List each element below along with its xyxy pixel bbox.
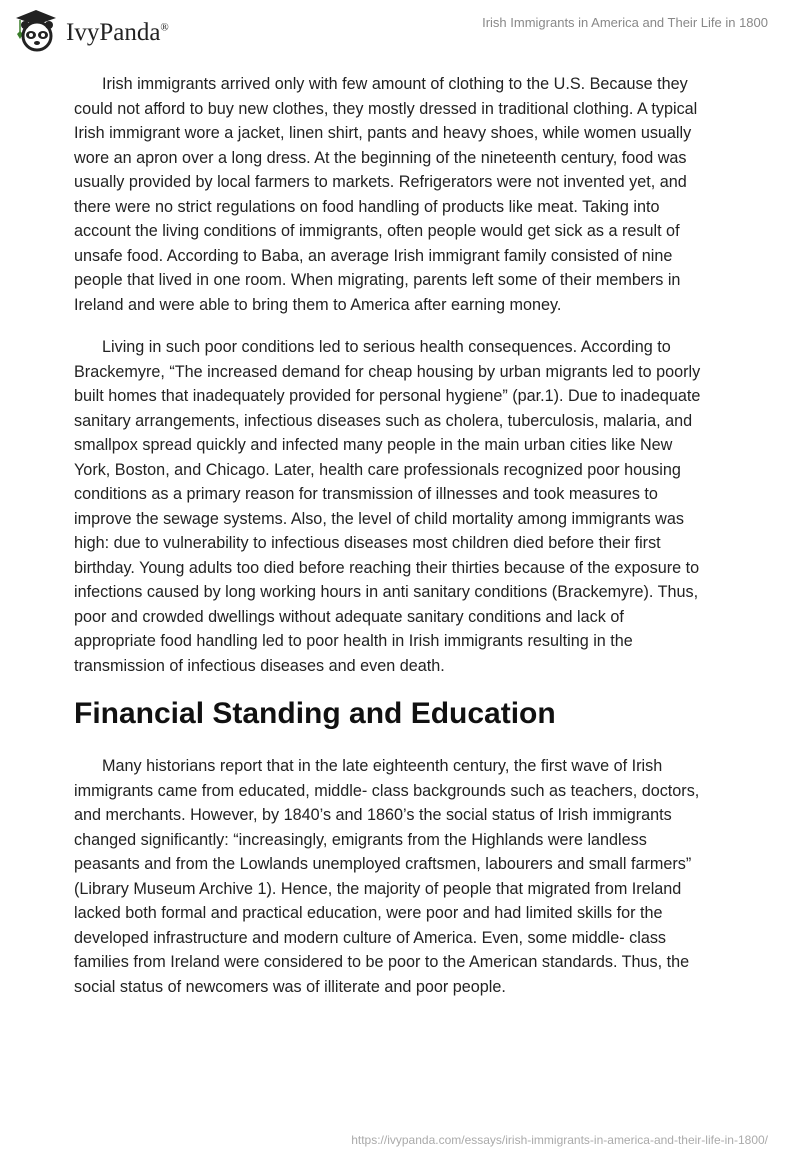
paragraph-line: Many historians report that in the late eighteenth century, the first wave of Irish — [102, 757, 663, 775]
paragraph-line: developed infrastructure and modern culture of America. Even, some middle- class — [74, 928, 667, 947]
paragraph-line: there were no strict regulations on food handling of products like meat. Taking into — [74, 197, 660, 216]
paragraph-line: Ireland and were able to bring them to America after earning money. — [74, 295, 562, 314]
paragraph — [74, 72, 774, 317]
paragraph-line: social status of newcomers was of illiterate and poor people. — [74, 977, 506, 996]
paragraph-line: account the living conditions of immigrants, often people would get sick as a result of — [74, 222, 680, 240]
paragraph-line: conditions as a primary reason for transmission of illnesses and took measures to — [74, 485, 658, 503]
essay-body — [74, 72, 774, 1017]
registered-mark: ® — [160, 21, 169, 34]
paragraph-line: improve the sewage systems. Also, the level of child mortality among immigrants was — [74, 509, 684, 528]
paragraph-line: smallpox spread quickly and infected many people in the main urban cities like New — [74, 436, 673, 454]
ivypanda-logo[interactable] — [12, 8, 169, 52]
paragraph — [74, 754, 774, 999]
paragraph-line: Brackemyre, “The increased demand for cheap housing by urban migrants led to poorly — [74, 362, 701, 381]
paragraph — [74, 335, 774, 678]
paragraph-line: families from Ireland were considered to be poor to the American standards. Thus, the — [74, 953, 690, 971]
source-url: https://ivypanda.com/essays/irish-immigrants-in-america-and-their-life-in-1800/ — [351, 1133, 768, 1147]
paragraph-line: appropriate food handling led to poor health in Irish immigrants resulting in the — [74, 632, 633, 650]
paragraph-line: peasants and from the Lowlands unemployed craftsmen, labourers and small farmers” — [74, 855, 692, 873]
paragraph-line: built homes that inadequately provided for personal hygiene” (par.1). Due to inadequate — [74, 387, 701, 405]
paragraph-line: unsafe food. According to Baba, an average Irish immigrant family consisted of nine — [74, 246, 673, 265]
paragraph-line: immigrants came from educated, middle- class backgrounds such as teachers, doctors, — [74, 781, 700, 800]
paragraph-line: Irish immigrants arrived only with few amount of clothing to the U.S. Because they — [102, 75, 688, 93]
paragraph-line: birthday. Young adults too died before reaching their thirties because of the exposure to — [74, 558, 700, 577]
brand-text: IvyPanda — [66, 19, 161, 46]
paragraph-line: Living in such poor conditions led to serious health consequences. According to — [102, 338, 671, 356]
paragraph-line: lacked both formal and practical education, were poor and had limited skills for the — [74, 904, 663, 922]
paragraph-line: high: due to vulnerability to infectious diseases most children died before their first — [74, 534, 661, 552]
paragraph-line: people that lived in one room. When migrating, parents left some of their members in — [74, 271, 681, 289]
paragraph-line: could not afford to buy new clothes, they mostly dressed in traditional clothing. A typical — [74, 99, 698, 118]
panda-graduate-icon — [12, 8, 62, 52]
paragraph-line: Irish immigrant wore a jacket, linen shirt, pants and heavy shoes, while women usually — [74, 124, 692, 142]
paragraph-line: poor and crowded dwellings without adequate sanitary conditions and lack of — [74, 607, 624, 626]
paragraph-line: changed significantly: “increasingly, emigrants from the Highlands were landless — [74, 830, 647, 849]
brand-name — [66, 19, 169, 47]
paragraph-line: transmission of infectious diseases and even death. — [74, 656, 445, 675]
paragraph-line: infections caused by long working hours in anti sanitary conditions (Brackemyre). Thus, — [74, 583, 699, 601]
paragraph-line: York, Boston, and Chicago. Later, health care professionals recognized poor housing — [74, 460, 681, 479]
section-heading: Financial Standing and Education — [74, 697, 556, 730]
paragraph-line: wore an apron over a long dress. At the beginning of the nineteenth century, food was — [74, 148, 687, 167]
document-title: Irish Immigrants in America and Their Life in 1800 — [482, 15, 768, 30]
paragraph-line: usually provided by local farmers to markets. Refrigerators were not invented yet, and — [74, 173, 687, 191]
paragraph-line: (Library Museum Archive 1). Hence, the majority of people that migrated from Ireland — [74, 879, 682, 898]
paragraph-line: sanitary arrangements, infectious diseases such as cholera, tuberculosis, malaria, and — [74, 411, 693, 430]
paragraph-line: and merchants. However, by 1840’s and 1860’s the social status of Irish immigrants — [74, 806, 672, 824]
